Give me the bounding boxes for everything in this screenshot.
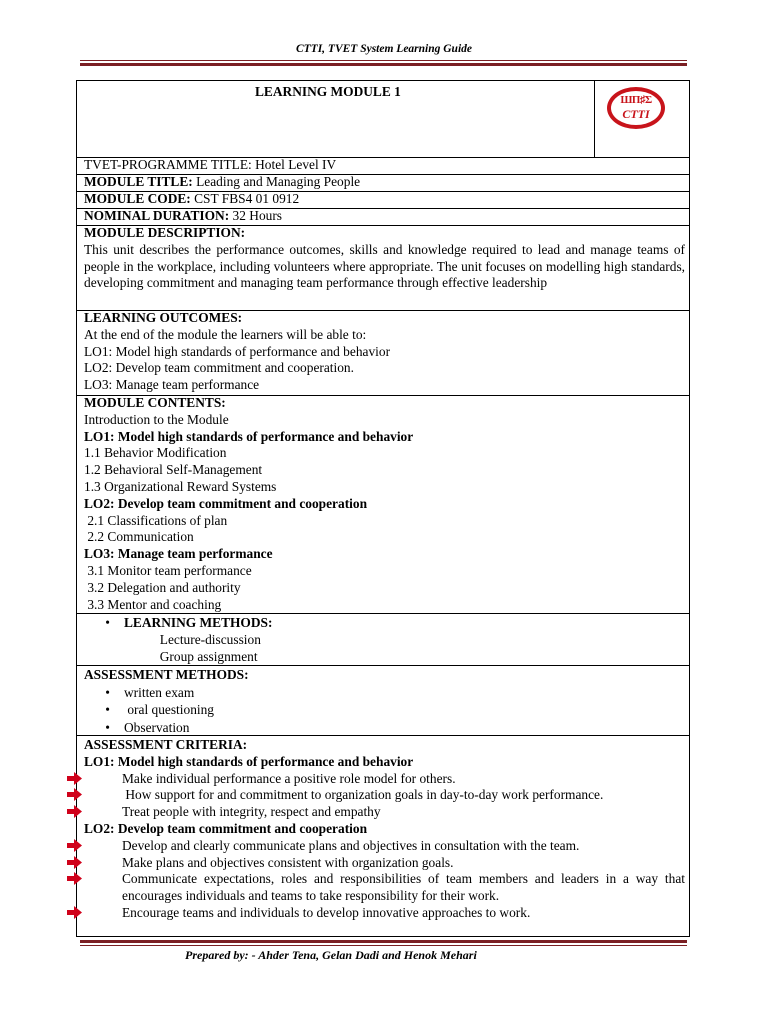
lo3-item: 3.3 Mentor and coaching [84,596,222,612]
red-arrow-icon [84,871,122,888]
criteria-item: Communicate expectations, roles and responsibilities of team members and leaders in a way that encourages individuals and teams to take responsibility for their work. [122,871,685,904]
footer-rule-thick [80,940,687,943]
criteria-section [84,737,685,922]
programme-title: TVET-PROGRAMME TITLE: Hotel Level IV [84,157,337,172]
assessment-section [84,667,685,737]
assessment-item: written exam [124,684,195,700]
contents-intro: Introduction to the Module [84,411,229,427]
logo-cell [594,81,689,157]
criteria-item: Treat people with integrity, respect and empathy [122,804,381,820]
criteria-item: Make individual performance a positive role model for others. [122,770,456,786]
lo1-item: 1.1 Behavior Modification [84,445,227,461]
methods-item: Lecture-discussion [146,631,248,647]
lo3-item: 3.2 Delegation and authority [84,579,241,595]
criteria-row [77,736,689,936]
outcomes-row [77,311,689,396]
red-arrow-icon [84,838,122,855]
lo1-item: 1.2 Behavioral Self-Management [84,462,263,478]
lo3-heading: LO3: Manage team performance [84,546,273,562]
ctti-logo [607,87,665,129]
description-section [84,225,685,292]
lo2-item: 2.2 Communication [84,529,194,545]
guide-header-title: CTTI, TVET System Learning Guide [295,43,473,55]
assessment-item: oral questioning [124,702,215,718]
module-title-row [77,175,689,192]
module-table [76,80,690,937]
lo1-heading: LO1: Model high standards of performance and behavior [84,428,414,444]
contents-label: MODULE CONTENTS: [84,395,226,410]
assessment-row [77,666,689,736]
assessment-item: Observation [124,719,190,735]
nominal-duration: NOMINAL DURATION: 32 Hours [84,208,283,223]
criteria-item: Develop and clearly communicate plans and objectives in consultation with the team. [122,837,580,853]
red-arrow-icon [84,804,122,821]
criteria-lo2-heading: LO2: Develop team commitment and cooperation [84,820,368,836]
duration-row [77,209,689,226]
criteria-item: Make plans and objectives consistent with organization goals. [122,854,454,870]
logo-mark-icon: ШΠ♯Σ [620,94,652,106]
lo3-item: 3.1 Monitor team performance [84,562,252,578]
bullet-icon: • [105,702,110,718]
lo2-heading: LO2: Develop team commitment and cooperation [84,495,368,511]
module-code: MODULE CODE: CST FBS4 01 0912 [84,191,300,206]
title-row [77,81,689,158]
red-arrow-icon [84,855,122,872]
outcomes-line: LO2: Develop team commitment and cooperation. [84,360,354,376]
contents-section [84,395,685,613]
lo2-item: 2.1 Classifications of plan [84,512,228,528]
criteria-lo1-heading: LO1: Model high standards of performance and behavior [84,753,414,769]
criteria-item: How support for and commitment to organization goals in day-to-day work performance. [122,787,604,803]
outcomes-section [84,310,685,394]
description-row [77,226,689,311]
programme-row [77,158,689,175]
methods-label: LEARNING METHODS: [124,615,273,630]
outcomes-line: LO1: Model high standards of performance and behavior [84,343,391,359]
prepared-by-footer: Prepared by: - Ahder Tena, Gelan Dadi and Henok Mehari [185,948,477,962]
bullet-icon: • [105,684,110,700]
contents-row [77,396,689,614]
outcomes-line: LO3: Manage team performance [84,377,260,393]
methods-item: Group assignment [146,648,244,664]
logo-text: CTTI [622,107,650,121]
bullet-icon: • [105,615,110,630]
module-code-row [77,192,689,209]
red-arrow-icon [84,771,122,788]
description-text: This unit describes the performance outcomes, skills and knowledge required to lead and manage teams of people in the workplace, including volunteers where appropriate. The unit focuses on modelling high standards, developing commitment and managing team performance through effective leadership [84,241,685,291]
header-rule-thin [80,60,687,61]
criteria-label: ASSESSMENT CRITERIA: [84,737,248,752]
methods-section [84,615,685,665]
lo1-item: 1.3 Organizational Reward Systems [84,478,277,494]
bullet-icon: • [105,719,110,735]
methods-row [77,614,689,666]
header-rule-thick [80,63,687,66]
assessment-label: ASSESSMENT METHODS: [84,667,249,682]
footer-rule-thin [80,945,687,946]
description-label: MODULE DESCRIPTION: [84,225,246,240]
module-title: MODULE TITLE: Leading and Managing People [84,174,361,189]
outcomes-line: At the end of the module the learners will be able to: [84,326,367,342]
module-heading: LEARNING MODULE 1 [255,84,401,99]
red-arrow-icon [84,905,122,922]
criteria-item: Encourage teams and individuals to develop innovative approaches to work. [122,904,531,920]
outcomes-label: LEARNING OUTCOMES: [84,310,243,325]
red-arrow-icon [84,787,122,804]
